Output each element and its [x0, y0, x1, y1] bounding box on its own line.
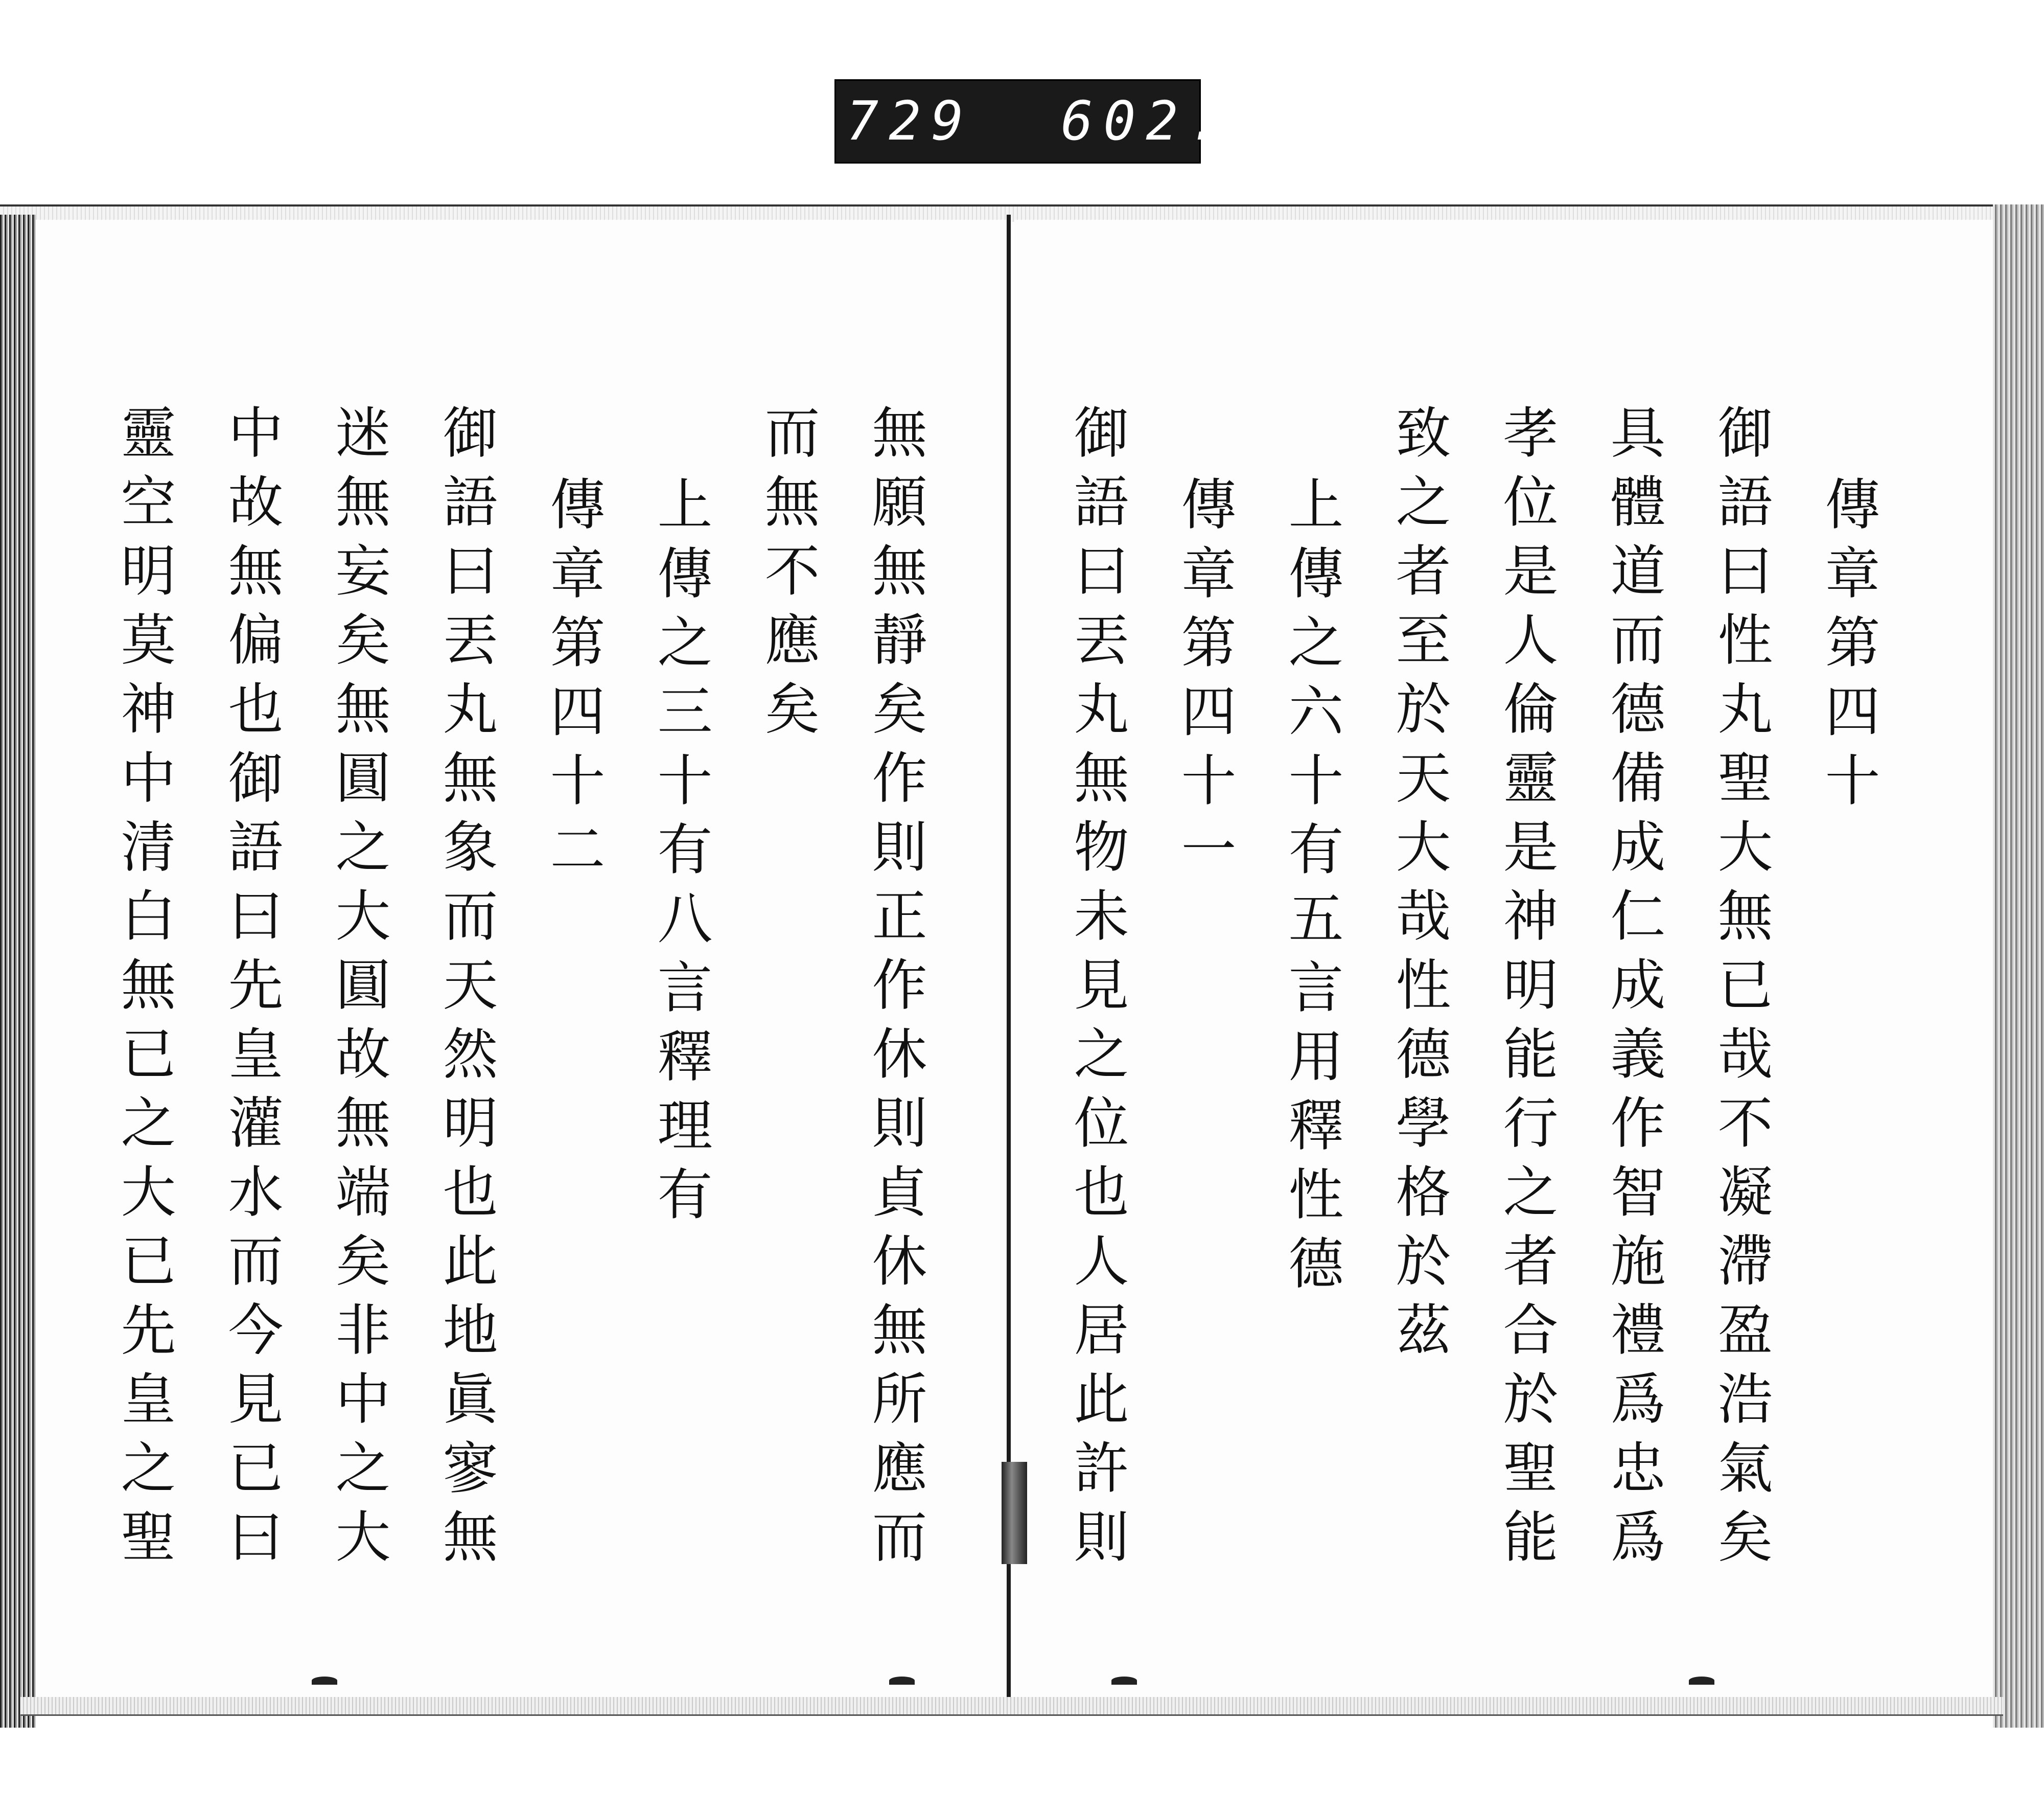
catalog-number-left: 729 — [846, 90, 974, 152]
text-column: 靈空明莫神中清白無已之大已先皇之聖 — [111, 404, 175, 1577]
text-column: 孝位是人倫靈是神明能行之者合於聖能 — [1494, 404, 1558, 1577]
binding-mark — [889, 1677, 915, 1685]
text-column: 傳章第四十二 — [541, 475, 605, 889]
spine-clip — [1002, 1462, 1027, 1564]
text-column: 上傳之三十有八言釋理有 — [648, 475, 712, 1234]
binding-mark — [312, 1677, 337, 1685]
text-column: 無願無靜矣作則正作休則貞休無所應而 — [863, 404, 926, 1577]
text-column: 具體道而德備成仁成義作智施禮爲忠爲 — [1601, 404, 1665, 1577]
text-column: 御語曰性丸聖大無已哉不凝滯盈浩氣矣 — [1708, 404, 1772, 1577]
left-page — [36, 220, 1007, 1697]
text-column: 傳章第四十 — [1816, 475, 1879, 820]
text-column: 迷無妄矣無圓之大圓故無端矣非中之大 — [326, 404, 390, 1577]
catalog-number-right: 602. — [1061, 90, 1231, 152]
catalog-number-plate — [834, 79, 1231, 164]
book-left-edge — [0, 215, 36, 1728]
text-column: 中故無偏也御語曰先皇灌水而今見已曰 — [219, 404, 283, 1577]
book-bottom-edge — [20, 1697, 2003, 1716]
binding-mark — [1689, 1677, 1714, 1685]
text-column: 而無不應矣 — [755, 404, 819, 749]
right-page — [1014, 220, 1993, 1697]
text-column: 上傳之六十有五言用釋性德 — [1279, 475, 1343, 1303]
book-right-edge — [1993, 204, 2044, 1728]
text-column: 御語曰丟丸無象而天然明也此地眞寥無 — [433, 404, 497, 1577]
text-column: 御語曰丟丸無物未見之位也人居此許則 — [1064, 404, 1128, 1577]
binding-mark — [1111, 1677, 1137, 1685]
text-column: 傳章第四十一 — [1172, 475, 1236, 889]
text-column: 致之者至於天大哉性德學格於茲 — [1386, 404, 1450, 1370]
book-top-edge — [0, 204, 2044, 222]
